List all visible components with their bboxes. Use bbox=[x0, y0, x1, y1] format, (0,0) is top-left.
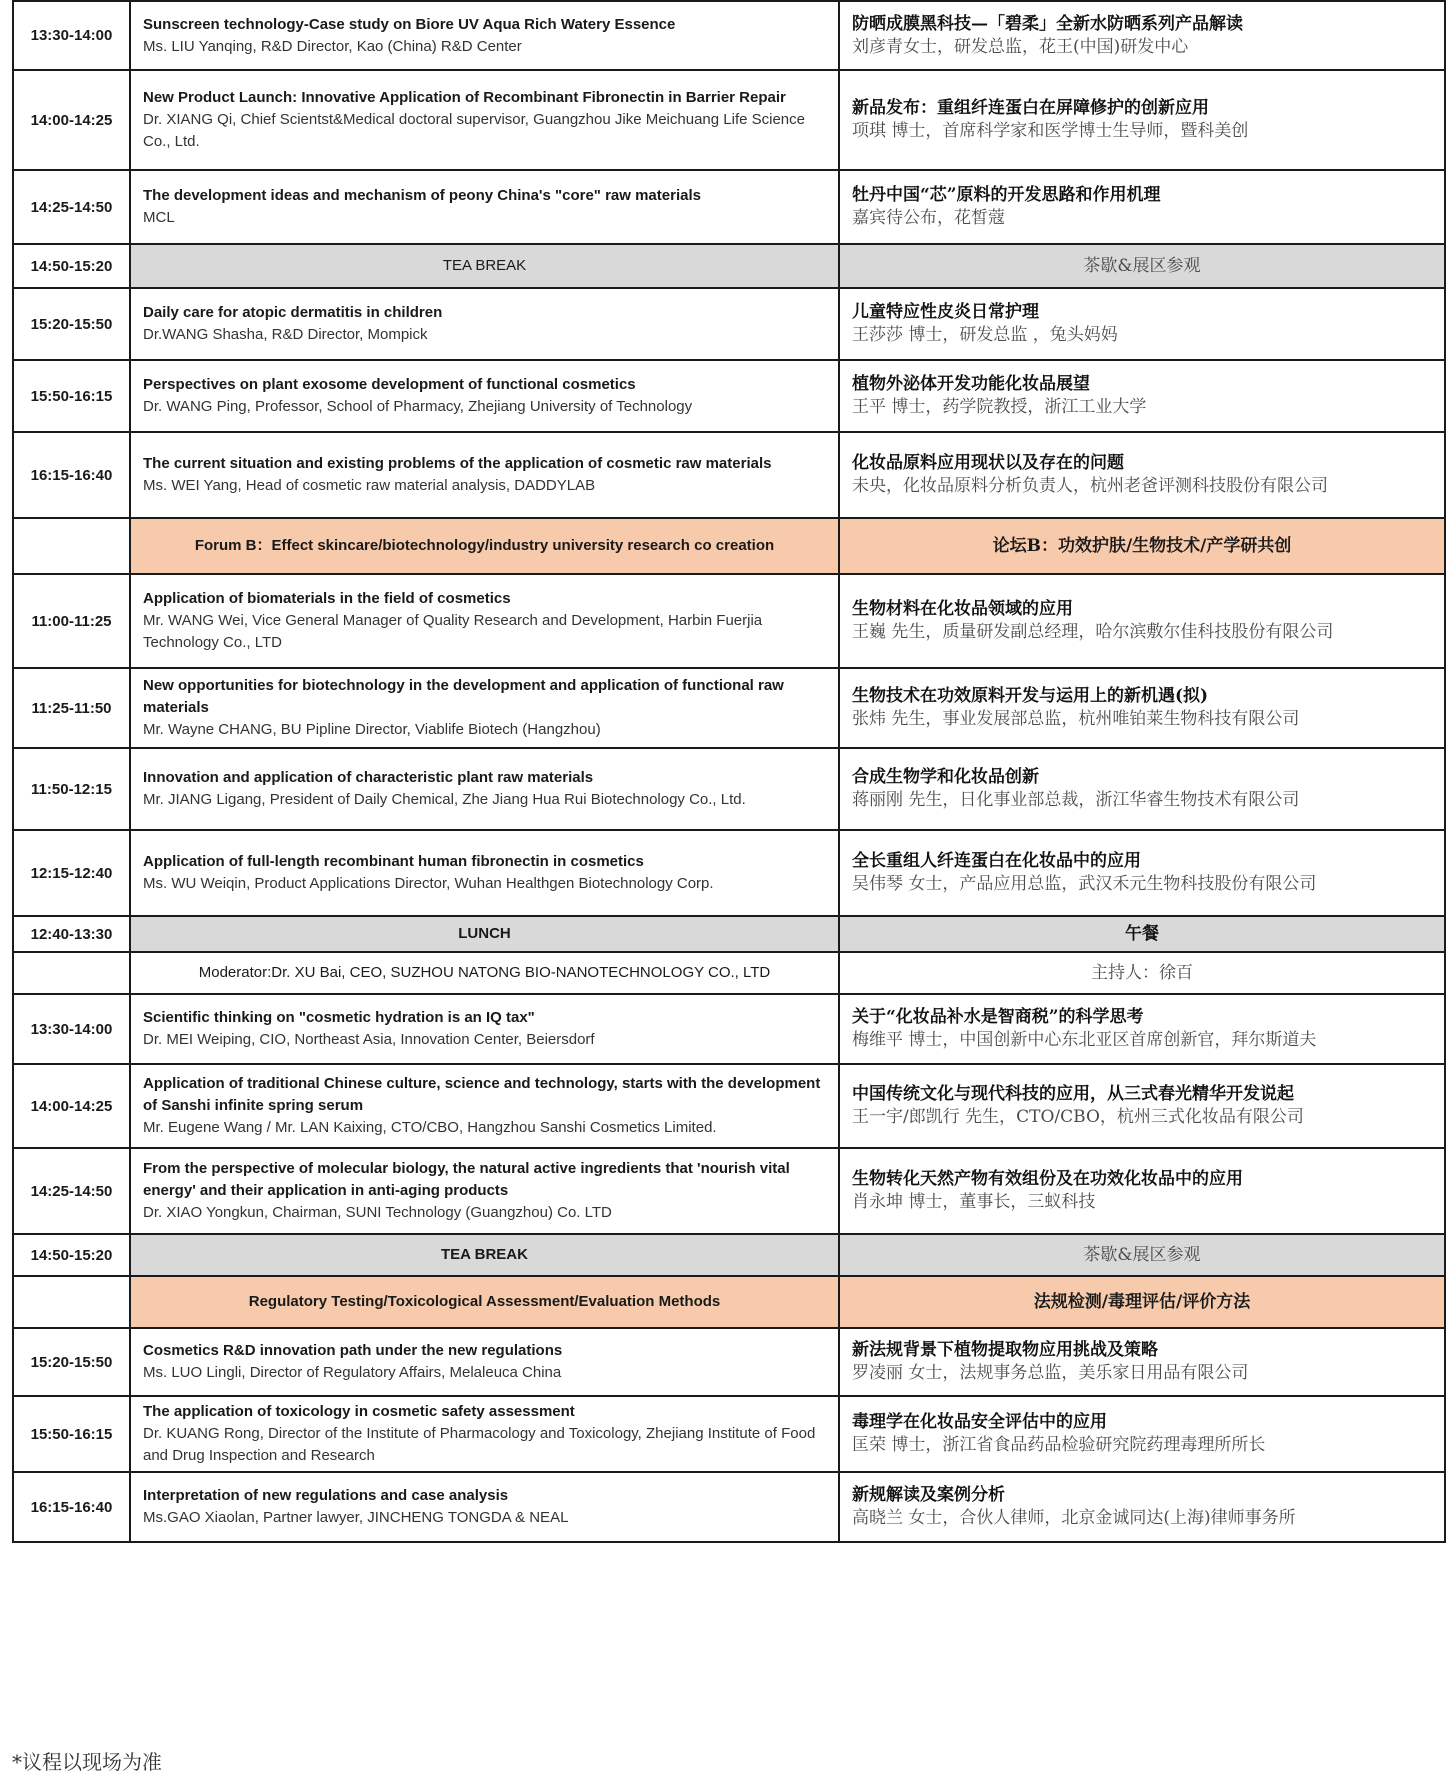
session-title-cn: 新法规背景下植物提取物应用挑战及策略 bbox=[852, 1340, 1158, 1360]
speaker-cn: 刘彦青女士，研发总监，花王(中国)研发中心 bbox=[852, 36, 1189, 57]
agenda-row bbox=[13, 244, 1445, 288]
speaker-en: Mr. Wayne CHANG, BU Pipline Director, Viablife Biotech (Hangzhou) bbox=[143, 721, 601, 738]
footnote: *议程以现场为准 bbox=[12, 1750, 162, 1774]
session-title-en: Application of full-length recombinant human fibronectin in cosmetics bbox=[143, 853, 644, 870]
session-time: 12:15-12:40 bbox=[13, 830, 130, 916]
session-en bbox=[130, 1, 839, 70]
speaker-cn: 罗凌丽 女士，法规事务总监，美乐家日用品有限公司 bbox=[852, 1363, 1249, 1383]
session-title-cn: 中国传统文化与现代科技的应用，从三式春光精华开发说起 bbox=[852, 1084, 1294, 1104]
speaker-cn: 蒋丽刚 先生，日化事业部总裁，浙江华睿生物技术有限公司 bbox=[852, 790, 1300, 810]
session-cn bbox=[839, 432, 1445, 518]
session-en bbox=[130, 432, 839, 518]
speaker-cn: 王莎莎 博士，研发总监 ，兔头妈妈 bbox=[852, 325, 1118, 345]
session-title-cn: 新品发布：重组纤连蛋白在屏障修护的创新应用 bbox=[852, 98, 1209, 118]
session-title-cn: 生物技术在功效原料开发与运用上的新机遇(拟) bbox=[852, 686, 1209, 706]
session-cn bbox=[839, 170, 1445, 244]
break-label-cn: 茶歇&展区参观 bbox=[839, 244, 1445, 288]
session-cn bbox=[839, 574, 1445, 668]
session-title-en: The current situation and existing problems of the application of cosmetic raw materials bbox=[143, 455, 772, 472]
speaker-cn: 高晓兰 女士，合伙人律师，北京金诚同达(上海)律师事务所 bbox=[852, 1508, 1296, 1528]
agenda-row bbox=[13, 518, 1445, 574]
session-title-en: New opportunities for biotechnology in the development and application of functional raw materials bbox=[143, 677, 784, 716]
session-title-cn: 儿童特应性皮炎日常护理 bbox=[852, 302, 1039, 322]
speaker-en: MCL bbox=[143, 209, 175, 226]
speaker-cn: 项琪 博士，首席科学家和医学博士生导师，暨科美创 bbox=[852, 121, 1249, 141]
agenda-row bbox=[13, 1396, 1445, 1472]
session-time: 16:15-16:40 bbox=[13, 1472, 130, 1542]
session-time bbox=[13, 518, 130, 574]
agenda-table bbox=[12, 0, 1446, 1543]
speaker-en: Dr. MEI Weiping, CIO, Northeast Asia, Innovation Center, Beiersdorf bbox=[143, 1031, 595, 1048]
speaker-cn: 未央，化妆品原料分析负责人，杭州老爸评测科技股份有限公司 bbox=[852, 476, 1328, 496]
speaker-en: Mr. Eugene Wang / Mr. LAN Kaixing, CTO/CBO, Hangzhou Sanshi Cosmetics Limited. bbox=[143, 1119, 717, 1136]
speaker-cn: 吴伟琴 女士，产品应用总监，武汉禾元生物科技股份有限公司 bbox=[852, 874, 1317, 894]
session-en bbox=[130, 70, 839, 170]
session-cn bbox=[839, 1396, 1445, 1472]
session-cn bbox=[839, 994, 1445, 1064]
session-en bbox=[130, 1328, 839, 1396]
session-title-cn: 全长重组人纤连蛋白在化妆品中的应用 bbox=[852, 851, 1141, 871]
session-time: 11:00-11:25 bbox=[13, 574, 130, 668]
session-title-cn: 生物材料在化妆品领域的应用 bbox=[852, 599, 1073, 619]
session-en bbox=[130, 830, 839, 916]
session-en bbox=[130, 1064, 839, 1148]
agenda-row bbox=[13, 952, 1445, 994]
agenda-row bbox=[13, 360, 1445, 432]
session-title-cn: 新规解读及案例分析 bbox=[852, 1485, 1005, 1505]
session-en bbox=[130, 994, 839, 1064]
session-time: 12:40-13:30 bbox=[13, 916, 130, 952]
forum-header-en: Forum B：Effect skincare/biotechnology/industry university research co creation bbox=[130, 518, 839, 574]
session-title-en: Daily care for atopic dermatitis in children bbox=[143, 304, 443, 321]
speaker-en: Ms. WEI Yang, Head of cosmetic raw material analysis, DADDYLAB bbox=[143, 477, 596, 494]
session-cn bbox=[839, 1064, 1445, 1148]
session-title-en: Application of traditional Chinese culture, science and technology, starts with the development of Sanshi infinite spring serum bbox=[143, 1075, 821, 1114]
session-en bbox=[130, 748, 839, 830]
break-label-cn: 茶歇&展区参观 bbox=[839, 1234, 1445, 1276]
session-time: 15:20-15:50 bbox=[13, 288, 130, 360]
forum-header-cn: 法规检测/毒理评估/评价方法 bbox=[839, 1276, 1445, 1328]
session-en bbox=[130, 1472, 839, 1542]
session-cn bbox=[839, 70, 1445, 170]
session-en bbox=[130, 288, 839, 360]
session-title-cn: 生物转化天然产物有效组份及在功效化妆品中的应用 bbox=[852, 1169, 1243, 1189]
session-en bbox=[130, 1396, 839, 1472]
session-cn bbox=[839, 748, 1445, 830]
agenda-row bbox=[13, 1148, 1445, 1234]
session-title-en: Application of biomaterials in the field of cosmetics bbox=[143, 590, 511, 607]
session-time: 11:25-11:50 bbox=[13, 668, 130, 748]
speaker-cn: 王平 博士，药学院教授，浙江工业大学 bbox=[852, 397, 1147, 417]
session-time: 13:30-14:00 bbox=[13, 994, 130, 1064]
session-en bbox=[130, 668, 839, 748]
session-cn bbox=[839, 360, 1445, 432]
agenda-row bbox=[13, 288, 1445, 360]
speaker-en: Dr. XIANG Qi, Chief Scientst&Medical doctoral supervisor, Guangzhou Jike Meichuang Life Science Co., Ltd. bbox=[143, 111, 805, 150]
session-cn bbox=[839, 668, 1445, 748]
session-title-en: The application of toxicology in cosmetic safety assessment bbox=[143, 1403, 575, 1420]
session-title-cn: 合成生物学和化妆品创新 bbox=[852, 767, 1039, 787]
session-title-en: Scientific thinking on "cosmetic hydration is an IQ tax" bbox=[143, 1009, 535, 1026]
speaker-cn: 梅维平 博士，中国创新中心东北亚区首席创新官，拜尔斯道夫 bbox=[852, 1030, 1317, 1050]
agenda-row bbox=[13, 1064, 1445, 1148]
session-time bbox=[13, 1276, 130, 1328]
agenda-row bbox=[13, 1472, 1445, 1542]
session-en bbox=[130, 360, 839, 432]
speaker-cn: 肖永坤 博士，董事长，三蚁科技 bbox=[852, 1192, 1096, 1212]
speaker-en: Ms. WU Weiqin, Product Applications Director, Wuhan Healthgen Biotechnology Corp. bbox=[143, 875, 714, 892]
speaker-en: Dr. KUANG Rong, Director of the Institute of Pharmacology and Toxicology, Zhejiang Institute of Food and Drug Inspection and Research bbox=[143, 1425, 816, 1464]
session-title-en: Sunscreen technology-Case study on Biore UV Aqua Rich Watery Essence bbox=[143, 15, 676, 33]
session-time: 14:50-15:20 bbox=[13, 1234, 130, 1276]
speaker-cn: 嘉宾待公布，花皙蔻 bbox=[852, 208, 1005, 228]
forum-header-cn: 论坛B：功效护肤/生物技术/产学研共创 bbox=[839, 518, 1445, 574]
forum-header-en: Regulatory Testing/Toxicological Assessment/Evaluation Methods bbox=[130, 1276, 839, 1328]
speaker-cn: 王一宇/郎凯行 先生，CTO/CBO，杭州三式化妆品有限公司 bbox=[852, 1107, 1304, 1127]
session-en bbox=[130, 574, 839, 668]
speaker-cn: 王巍 先生，质量研发副总经理，哈尔滨敷尔佳科技股份有限公司 bbox=[852, 622, 1334, 642]
agenda-row bbox=[13, 1, 1445, 70]
session-cn bbox=[839, 830, 1445, 916]
session-cn bbox=[839, 1, 1445, 70]
speaker-en: Dr. XIAO Yongkun, Chairman, SUNI Technology (Guangzhou) Co. LTD bbox=[143, 1204, 612, 1221]
speaker-cn: 张炜 先生，事业发展部总监，杭州唯铂莱生物科技有限公司 bbox=[852, 709, 1300, 729]
session-title-cn: 化妆品原料应用现状以及存在的问题 bbox=[852, 453, 1124, 473]
session-title-en: Innovation and application of characteristic plant raw materials bbox=[143, 769, 594, 786]
session-time: 14:00-14:25 bbox=[13, 70, 130, 170]
session-title-en: From the perspective of molecular biology, the natural active ingredients that 'nourish vital energy' and their application in anti-aging products bbox=[143, 1160, 790, 1199]
session-time bbox=[13, 952, 130, 994]
agenda-row bbox=[13, 1234, 1445, 1276]
session-title-cn: 植物外泌体开发功能化妆品展望 bbox=[852, 374, 1090, 394]
session-title-cn: 关于“化妆品补水是智商税”的科学思考 bbox=[852, 1007, 1144, 1027]
speaker-en: Dr. WANG Ping, Professor, School of Pharmacy, Zhejiang University of Technology bbox=[143, 398, 693, 415]
session-title-en: Cosmetics R&D innovation path under the new regulations bbox=[143, 1342, 563, 1359]
session-time: 15:50-16:15 bbox=[13, 360, 130, 432]
session-title-cn: 牡丹中国“芯”原料的开发思路和作用机理 bbox=[852, 185, 1161, 205]
session-time: 14:50-15:20 bbox=[13, 244, 130, 288]
agenda-row bbox=[13, 916, 1445, 952]
session-cn bbox=[839, 1148, 1445, 1234]
speaker-en: Dr.WANG Shasha, R&D Director, Mompick bbox=[143, 326, 428, 343]
agenda-row bbox=[13, 668, 1445, 748]
agenda-row bbox=[13, 994, 1445, 1064]
speaker-en: Ms. LUO Lingli, Director of Regulatory Affairs, Melaleuca China bbox=[143, 1364, 562, 1381]
speaker-en: Ms. LIU Yanqing, R&D Director, Kao (China) R&D Center bbox=[143, 37, 522, 55]
agenda-row bbox=[13, 70, 1445, 170]
session-time: 14:25-14:50 bbox=[13, 1148, 130, 1234]
session-time: 14:00-14:25 bbox=[13, 1064, 130, 1148]
session-en bbox=[130, 1148, 839, 1234]
break-label-en: TEA BREAK bbox=[130, 244, 839, 288]
agenda-row bbox=[13, 830, 1445, 916]
session-cn bbox=[839, 288, 1445, 360]
break-label-en: TEA BREAK bbox=[130, 1234, 839, 1276]
session-time: 14:25-14:50 bbox=[13, 170, 130, 244]
break-label-cn: 午餐 bbox=[839, 916, 1445, 952]
session-title-en: New Product Launch: Innovative Application of Recombinant Fibronectin in Barrier Repair bbox=[143, 89, 786, 106]
session-cn bbox=[839, 1472, 1445, 1542]
speaker-en: Mr. WANG Wei, Vice General Manager of Quality Research and Development, Harbin Fuerjia Technology Co., LTD bbox=[143, 612, 763, 651]
session-title-en: Perspectives on plant exosome development of functional cosmetics bbox=[143, 376, 636, 393]
agenda-row bbox=[13, 574, 1445, 668]
speaker-cn: 匡荣 博士，浙江省食品药品检验研究院药理毒理所所长 bbox=[852, 1435, 1266, 1455]
moderator-cn: 主持人：徐百 bbox=[839, 952, 1445, 994]
speaker-en: Mr. JIANG Ligang, President of Daily Chemical, Zhe Jiang Hua Rui Biotechnology Co., Ltd. bbox=[143, 791, 746, 808]
speaker-en: Ms.GAO Xiaolan, Partner lawyer, JINCHENG TONGDA & NEAL bbox=[143, 1509, 569, 1526]
agenda-row bbox=[13, 432, 1445, 518]
moderator-en: Moderator:Dr. XU Bai, CEO, SUZHOU NATONG BIO-NANOTECHNOLOGY CO., LTD bbox=[130, 952, 839, 994]
session-cn bbox=[839, 1328, 1445, 1396]
session-time: 11:50-12:15 bbox=[13, 748, 130, 830]
agenda-row bbox=[13, 170, 1445, 244]
session-time: 13:30-14:00 bbox=[13, 1, 130, 70]
agenda-row bbox=[13, 1276, 1445, 1328]
session-en bbox=[130, 170, 839, 244]
session-title-en: Interpretation of new regulations and case analysis bbox=[143, 1487, 509, 1504]
session-title-cn: 防晒成膜黑科技—「碧柔」全新水防晒系列产品解读 bbox=[852, 13, 1243, 34]
session-title-cn: 毒理学在化妆品安全评估中的应用 bbox=[852, 1412, 1107, 1432]
agenda-row bbox=[13, 748, 1445, 830]
session-time: 15:20-15:50 bbox=[13, 1328, 130, 1396]
session-time: 16:15-16:40 bbox=[13, 432, 130, 518]
session-title-en: The development ideas and mechanism of peony China's "core" raw materials bbox=[143, 187, 701, 204]
break-label-en: LUNCH bbox=[130, 916, 839, 952]
session-time: 15:50-16:15 bbox=[13, 1396, 130, 1472]
agenda-row bbox=[13, 1328, 1445, 1396]
